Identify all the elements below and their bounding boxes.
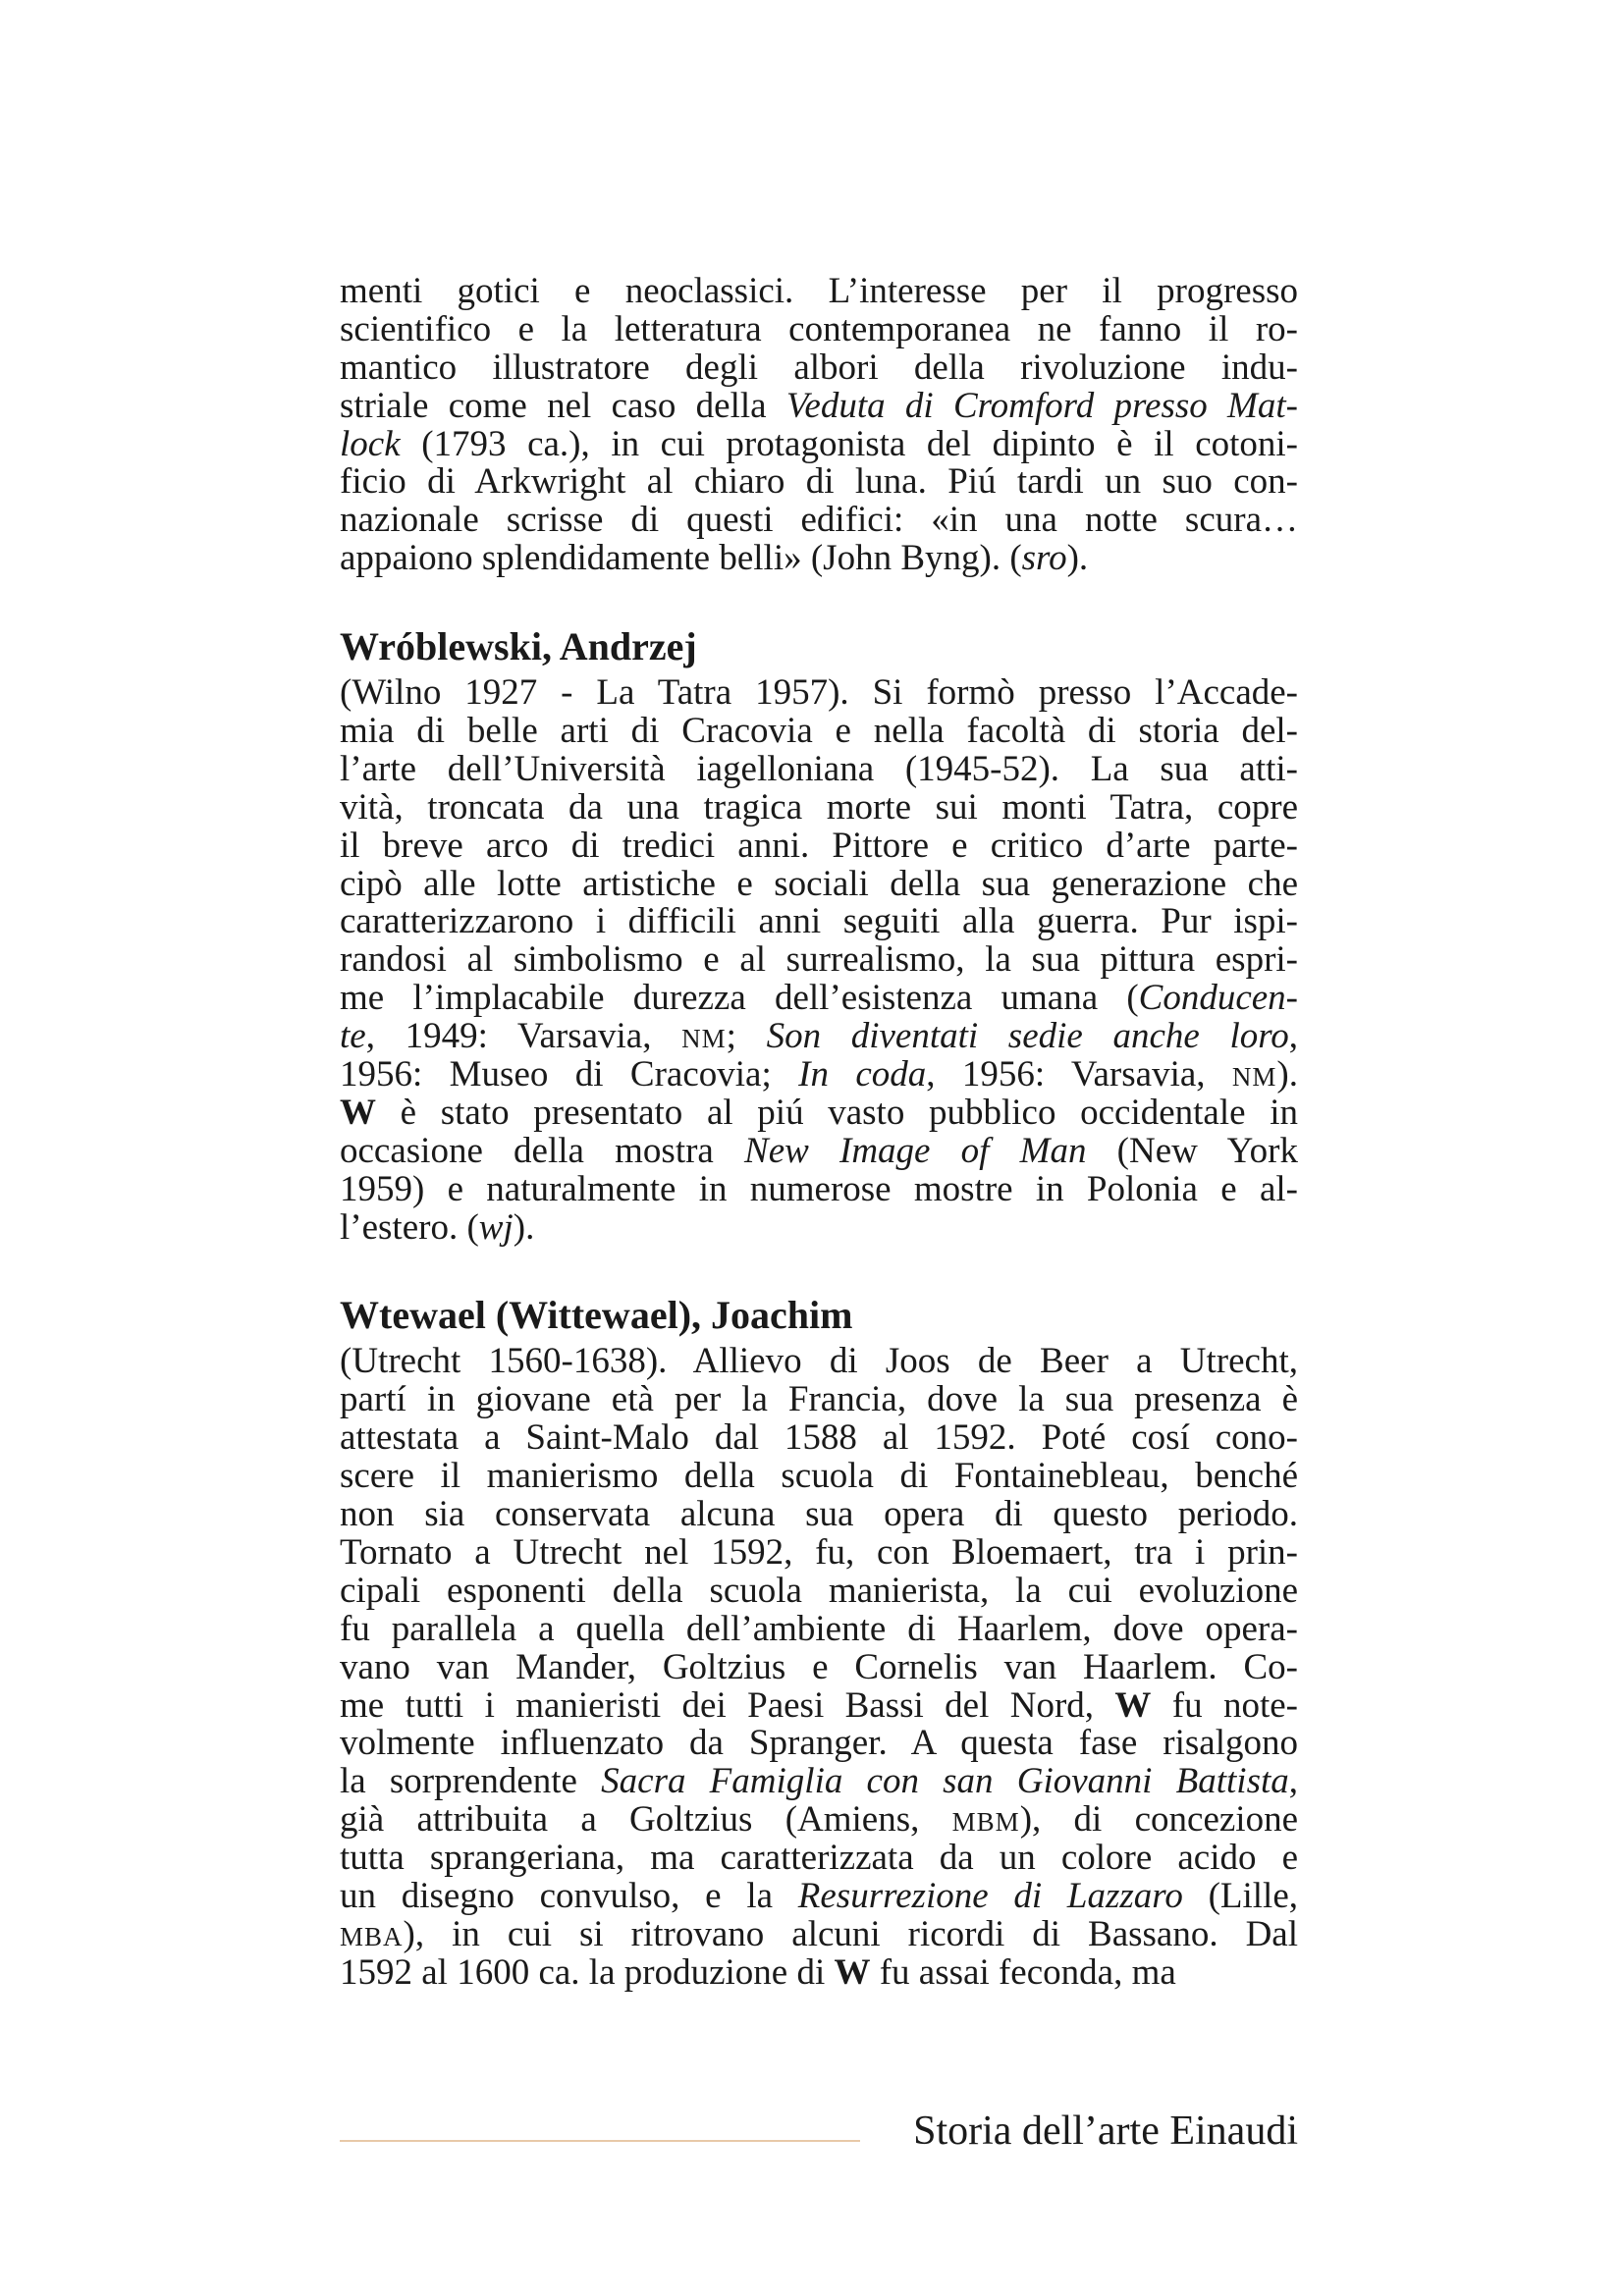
text-run: cipò alle lotte artistiche e sociali della sua generazione che	[340, 863, 1298, 904]
text-line	[340, 463, 1298, 502]
text-line	[340, 1381, 1298, 1419]
text-run: (1793 ca.), in cui protagonista del dipinto è il cotoni-	[400, 423, 1298, 464]
footer-rule	[340, 2140, 860, 2142]
text-run: fu parallela a quella dell’ambiente di Haarlem, dove opera-	[340, 1608, 1298, 1649]
text-run: 1959) e naturalmente in numerose mostre in Polonia e al-	[340, 1168, 1298, 1209]
italic-text: Sacra Famiglia con san Giovanni Battista	[601, 1761, 1289, 1802]
text-line	[340, 1913, 1298, 1954]
text-line	[340, 825, 1298, 866]
text-line	[340, 863, 1298, 904]
text-line	[340, 1763, 1298, 1801]
text-run: (Wilno 1927 - La Tatra 1957). Si formò presso l’Accade-	[340, 672, 1298, 714]
text-run: ), in cui si ritrovano alcuni ricordi di Bassano. Dal	[403, 1913, 1298, 1954]
text-run: ).	[1066, 538, 1089, 579]
text-run: occasione della mostra	[340, 1130, 745, 1171]
text-line	[340, 423, 1298, 464]
italic-text: New Image of Man	[744, 1130, 1087, 1171]
text-line	[340, 903, 1298, 941]
text-line	[340, 1343, 1298, 1381]
text-line	[340, 1056, 1298, 1095]
text-line	[340, 1725, 1298, 1763]
text-run: ;	[726, 1016, 767, 1057]
text-line	[340, 1496, 1298, 1534]
text-run: 1956: Museo di Cracovia;	[340, 1054, 799, 1095]
text-run: mia di belle arti di Cracovia e nella facoltà di storia del-	[340, 711, 1298, 752]
text-line	[340, 385, 1298, 426]
italic-text: Conducen-	[1138, 978, 1298, 1019]
text-run: tutta sprangeriana, ma caratterizzata da un colore acido e	[340, 1838, 1298, 1879]
text-line	[340, 713, 1298, 751]
text-run: (Lille,	[1182, 1875, 1299, 1916]
text-line	[340, 1168, 1298, 1209]
text-line	[340, 273, 1298, 311]
entry-text	[340, 1343, 1298, 1992]
text-line	[340, 308, 1298, 349]
text-run: , 1949: Varsavia,	[365, 1016, 682, 1057]
page-footer	[340, 2107, 1298, 2156]
text-run: la sorprendente	[340, 1761, 602, 1802]
italic-text: Son diventati sedie anche loro	[766, 1016, 1289, 1057]
entry-title: Wtewael (Wittewael), Joachim	[340, 1293, 853, 1338]
small-caps-text: MBA	[340, 1921, 404, 1951]
bold-text: W	[1114, 1684, 1152, 1726]
text-run: me l’implacabile durezza dell’esistenza umana (	[340, 978, 1139, 1019]
text-line	[340, 1875, 1299, 1916]
small-caps-text: NM	[681, 1024, 727, 1054]
page-body	[340, 273, 1298, 1993]
text-line	[340, 540, 1298, 578]
text-run: scientifico e la letteratura contemporanea ne fanno il ro-	[340, 308, 1298, 349]
text-run: partí in giovane età per la Francia, dove la sua presenza è	[340, 1379, 1298, 1420]
text-line	[340, 1646, 1298, 1687]
text-line	[340, 1419, 1298, 1458]
text-run: 1592 al 1600 ca. la produzione di	[340, 1951, 835, 1993]
entry-text	[340, 674, 1298, 1247]
text-line	[340, 980, 1298, 1018]
text-run: vano van Mander, Goltzius e Cornelis van Haarlem. Co-	[340, 1646, 1298, 1687]
text-line	[340, 1684, 1298, 1726]
text-run: ficio di Arkwright al chiaro di luna. Piú tardi un suo con-	[340, 461, 1298, 503]
entry-wroblewski	[340, 625, 1298, 1247]
text-line	[340, 1608, 1298, 1649]
text-line	[340, 1130, 1298, 1171]
text-run: fu note-	[1151, 1684, 1298, 1726]
text-run: vità, troncata da una tragica morte sui monti Tatra, copre	[340, 786, 1298, 828]
text-run: caratterizzarono i difficili anni seguiti alla guerra. Pur ispi-	[340, 901, 1298, 942]
text-run: appaiono splendidamente belli» (John Byng). (	[340, 538, 1022, 579]
text-run: mantico illustratore degli albori della rivoluzione indu-	[340, 347, 1298, 388]
text-line	[340, 941, 1298, 980]
text-run: volmente influenzato da Spranger. A questa fase risalgono	[340, 1723, 1298, 1764]
text-run: ), di concezione	[1019, 1799, 1298, 1841]
intro-paragraph	[340, 273, 1298, 578]
text-line	[340, 1531, 1298, 1573]
italic-text: wj	[478, 1206, 514, 1248]
text-line	[340, 1840, 1298, 1878]
text-run: ,	[1288, 1016, 1299, 1057]
text-run: ).	[1276, 1054, 1298, 1095]
text-run: me tutti i manieristi dei Paesi Bassi del Nord,	[340, 1684, 1115, 1726]
italic-text: Resurrezione di Lazzaro	[797, 1875, 1183, 1916]
text-run: l’arte dell’Università iagelloniana (1945-52). La sua atti-	[340, 748, 1298, 789]
italic-text: te	[340, 1016, 366, 1057]
text-run: cipali esponenti della scuola manierista, la cui evoluzione	[340, 1570, 1298, 1611]
text-run: non sia conservata alcuna sua opera di questo periodo.	[340, 1494, 1298, 1535]
text-run: attestata a Saint-Malo dal 1588 al 1592. Poté cosí cono-	[340, 1417, 1298, 1459]
text-run: un disegno convulso, e la	[340, 1875, 798, 1916]
italic-text: Veduta di Cromford presso Mat-	[785, 385, 1298, 426]
text-line	[340, 1092, 1298, 1133]
footer-title: Storia dell’arte Einaudi	[913, 2109, 1298, 2154]
italic-text: sro	[1021, 538, 1067, 579]
text-run: nazionale scrisse di questi edifici: «in una notte scura…	[340, 500, 1298, 541]
entry-title: Wróblewski, Andrzej	[340, 624, 697, 669]
text-line	[340, 1458, 1298, 1496]
small-caps-text: MBM	[951, 1807, 1020, 1838]
text-line	[340, 1801, 1298, 1840]
text-run: fu assai feconda, ma	[870, 1951, 1176, 1993]
text-line	[340, 1018, 1298, 1056]
text-line	[340, 674, 1298, 713]
text-line	[340, 1206, 1298, 1248]
text-run: è stato presentato al piú vasto pubblico occidentale in	[376, 1092, 1298, 1133]
entry-wtewael	[340, 1294, 1298, 1992]
text-line	[340, 748, 1298, 789]
text-run: (New York	[1086, 1130, 1298, 1171]
text-run: randosi al simbolismo e al surrealismo, la sua pittura espri-	[340, 939, 1298, 981]
text-line	[340, 786, 1298, 828]
bold-text: W	[834, 1951, 871, 1993]
text-run: già attribuita a Goltzius (Amiens,	[340, 1799, 952, 1841]
text-run: , 1956: Varsavia,	[926, 1054, 1232, 1095]
text-run: striale come nel caso della	[340, 385, 786, 426]
text-run: scere il manierismo della scuola di Fontainebleau, benché	[340, 1456, 1298, 1497]
text-run: (Utrecht 1560-1638). Allievo di Joos de Beer a Utrecht,	[340, 1341, 1298, 1382]
text-run: Tornato a Utrecht nel 1592, fu, con Bloemaert, tra i prin-	[340, 1531, 1298, 1573]
bold-text: W	[340, 1092, 376, 1133]
italic-text: lock	[340, 423, 401, 464]
text-run: ,	[1288, 1761, 1298, 1802]
small-caps-text: NM	[1231, 1062, 1277, 1093]
text-run: ).	[513, 1206, 535, 1248]
text-line	[340, 1951, 1298, 1993]
text-run: l’estero. (	[340, 1206, 479, 1248]
text-run: il breve arco di tredici anni. Pittore e critico d’arte parte-	[340, 825, 1298, 866]
text-line	[340, 502, 1298, 540]
italic-text: In coda	[798, 1054, 927, 1095]
text-line	[340, 349, 1298, 388]
text-line	[340, 1570, 1298, 1611]
text-run: menti gotici e neoclassici. L’interesse per il progresso	[340, 271, 1298, 311]
